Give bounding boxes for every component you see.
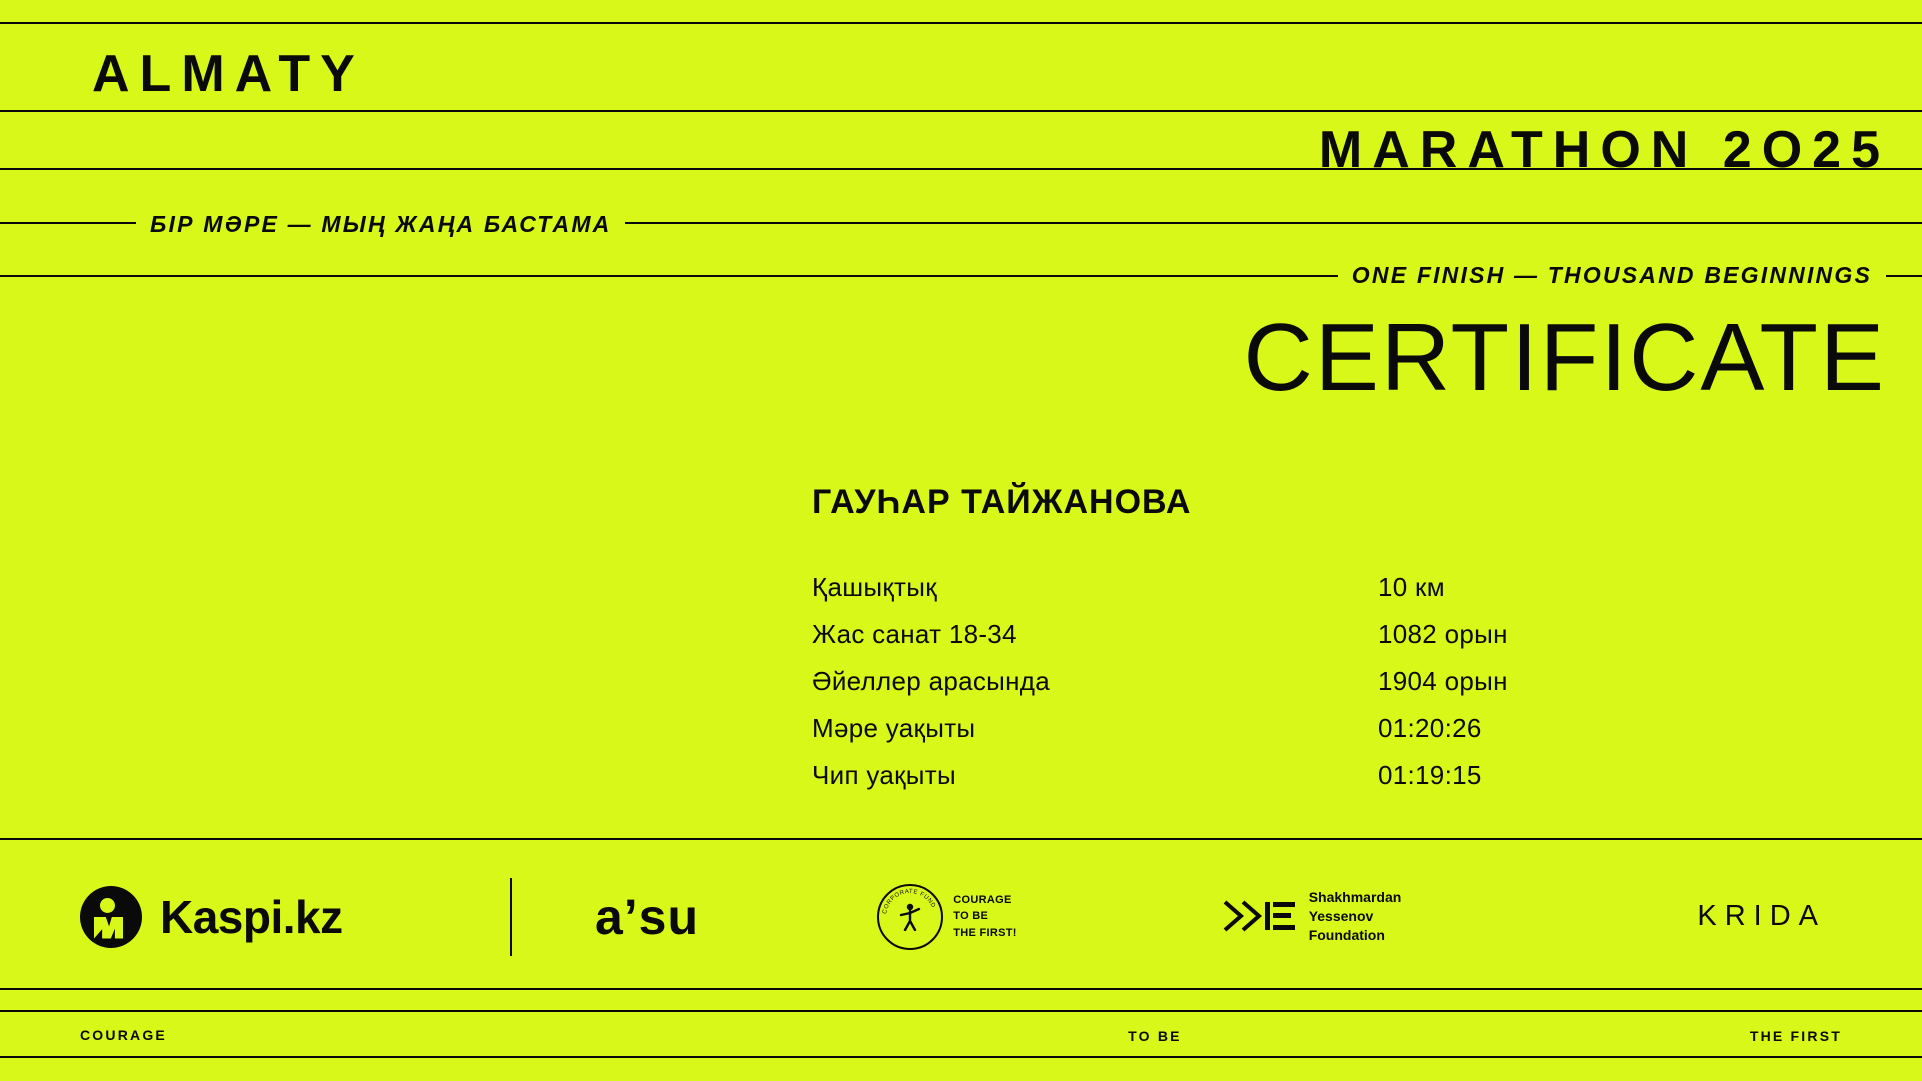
divider-line-6 — [0, 838, 1922, 840]
table-row — [812, 713, 1812, 760]
sponsor-courage-fund — [782, 884, 1112, 950]
footer-right-text: THE FIRST — [1749, 1028, 1842, 1044]
participant-name: ГАУҺАР ТАЙЖАНОВА — [812, 483, 1192, 521]
result-label: Чип уақыты — [812, 760, 956, 790]
courage-line-2: TO BE — [953, 910, 989, 923]
page-title: CERTIFICATE — [1243, 304, 1886, 411]
table-row — [812, 572, 1812, 619]
footer-bar — [0, 1016, 1922, 1056]
yessenov-logo — [1223, 888, 1402, 945]
courage-logo — [877, 884, 1017, 950]
table-row — [812, 619, 1812, 666]
sponsor-kaspi — [0, 886, 510, 948]
footer-center-text: TO BE — [1128, 1028, 1182, 1044]
divider-line-9 — [0, 1056, 1922, 1058]
result-label: Әйеллер арасында — [812, 666, 1051, 696]
courage-line-3: THE FIRST! — [953, 926, 1017, 939]
yessenov-line-2: Yessenov — [1308, 908, 1374, 925]
yessenov-line-1: Shakhmardan — [1308, 889, 1402, 906]
courage-ring-label: CORPORATE FUND — [882, 888, 937, 915]
divider-line-7 — [0, 988, 1922, 990]
krida-wordmark: KRIDA — [1697, 900, 1826, 932]
slogan-english: ONE FINISH — THOUSAND BEGINNINGS — [1338, 264, 1886, 287]
sponsor-row — [0, 845, 1922, 988]
result-value: 1904 орын — [1378, 666, 1508, 696]
result-value: 10 км — [1378, 572, 1445, 602]
sponsor-krida — [1512, 900, 1922, 933]
courage-text-block — [953, 892, 1017, 942]
asu-wordmark: aʼsu — [594, 888, 700, 945]
courage-line-1: COURAGE — [953, 893, 1012, 906]
table-row — [812, 760, 1812, 807]
results-table — [812, 572, 1812, 807]
kaspi-mark-icon — [80, 886, 142, 948]
divider-line-8 — [0, 1010, 1922, 1012]
divider-line-1 — [0, 22, 1922, 24]
result-value: 1082 орын — [1378, 619, 1508, 649]
yessenov-text-block — [1309, 888, 1402, 945]
yessenov-line-3: Foundation — [1308, 926, 1385, 943]
result-value: 01:19:15 — [1378, 760, 1482, 790]
courage-badge-icon — [877, 884, 943, 950]
table-row — [812, 666, 1812, 713]
sponsor-yessenov-foundation — [1112, 888, 1512, 945]
footer-left-text: COURAGE — [80, 1027, 167, 1043]
result-label: Қашықтық — [812, 572, 937, 602]
event-city: ALMATY — [92, 45, 365, 103]
slogan-kazakh: БІР МӘРЕ — МЫҢ ЖАҢА БАСТАМА — [136, 213, 625, 236]
footer-left-wrap — [0, 1027, 560, 1045]
result-value: 01:20:26 — [1378, 713, 1482, 743]
kaspi-wordmark: Kaspi.kz — [160, 890, 343, 943]
result-label: Мәре уақыты — [812, 713, 976, 743]
divider-line-2 — [0, 110, 1922, 112]
courage-figure-icon — [899, 903, 921, 931]
result-label: Жас санат 18-34 — [812, 619, 1017, 649]
yessenov-mark-icon — [1223, 896, 1297, 936]
sponsor-asu — [512, 888, 782, 946]
event-name: MARATHON 2O25 — [1318, 121, 1890, 179]
kaspi-logo — [80, 886, 343, 948]
